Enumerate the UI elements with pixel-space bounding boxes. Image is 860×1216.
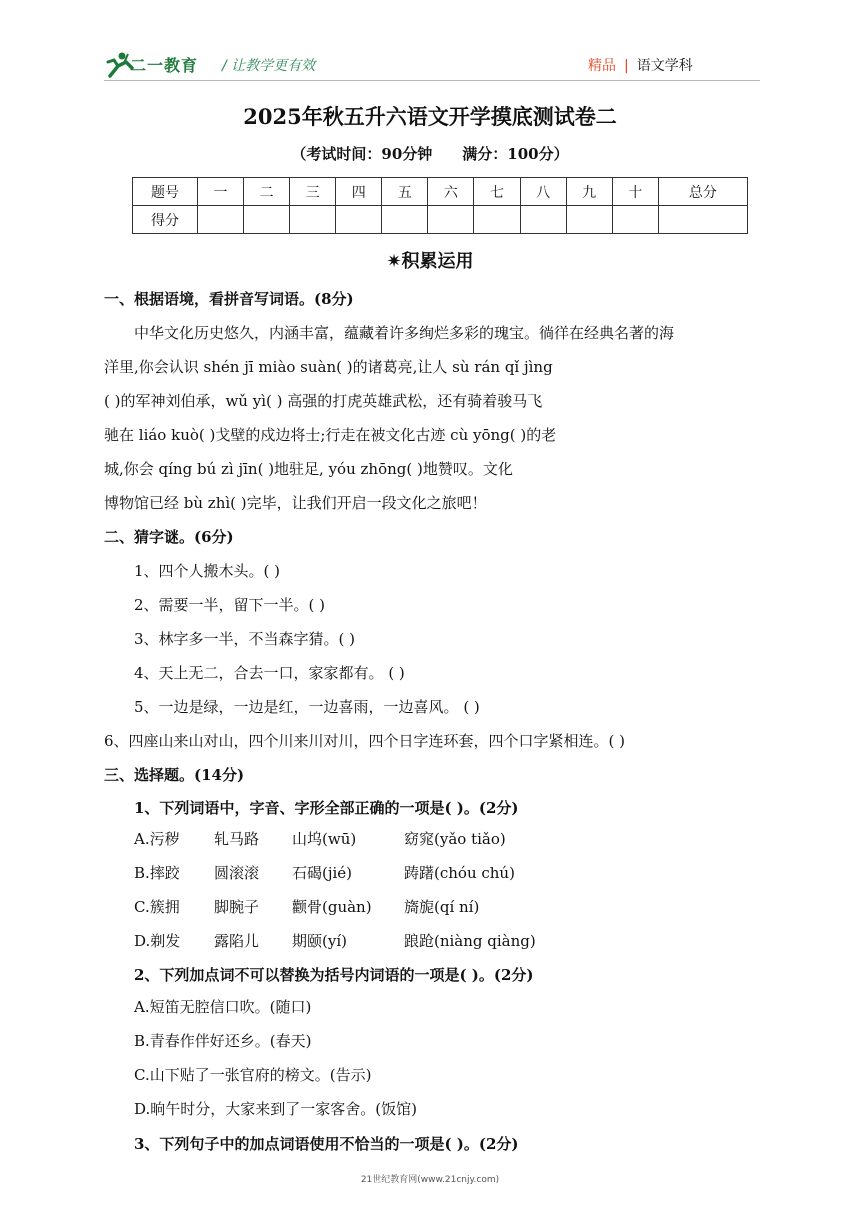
score-cell[interactable] [428, 206, 474, 234]
table-cell: 五 [382, 178, 428, 206]
option-word: 脚腕子 [214, 898, 260, 916]
option-word: 踌躇(chóu chú) [404, 864, 515, 882]
q1-line: 博物馆已经 bù zhì( )完毕，让我们开启一段文化之旅吧！ [104, 494, 487, 512]
header-separator: | [624, 58, 629, 74]
score-table-header-row [133, 178, 748, 206]
table-cell: 二 [244, 178, 290, 206]
section-heading: ✷积累运用 [386, 251, 474, 272]
table-cell: 得分 [133, 206, 198, 234]
q1-line: 中华文化历史悠久，内涵丰富，蕴藏着许多绚烂多彩的瑰宝。徜徉在经典名著的海 [134, 324, 675, 342]
q3-heading: 三、选择题。(14分) [104, 766, 245, 784]
page-title: 2025年秋五升六语文开学摸底测试卷二 [243, 104, 617, 129]
header-right [588, 55, 693, 75]
q1-line: 洋里,你会认识 shén jī miào suàn( )的诸葛亮,让人 sù rán qǐ jìng [104, 358, 553, 376]
brand-slogan: / 让教学更有效 [222, 58, 316, 74]
option-row [134, 930, 536, 951]
table-cell: 八 [520, 178, 566, 206]
option-word: B.摔跤 [134, 864, 180, 882]
score-table-score-row [133, 206, 748, 234]
option-word: 期颐(yí) [292, 932, 347, 950]
option-item: D.晌午时分，大家来到了一家客舍。(饭馆) [134, 1100, 417, 1118]
option-word: D.剃发 [134, 932, 181, 950]
option-row [134, 862, 515, 883]
q3-sub2-stem: 2、下列加点词不可以替换为括号内词语的一项是( )。(2分) [134, 966, 534, 984]
option-word: A.污秽 [134, 830, 180, 848]
score-cell[interactable] [244, 206, 290, 234]
subject-label: 语文学科 [636, 58, 693, 74]
option-row [134, 828, 506, 849]
table-cell: 总分 [658, 178, 747, 206]
score-cell[interactable] [336, 206, 382, 234]
table-cell: 十 [612, 178, 658, 206]
option-word: 颧骨(guàn) [292, 898, 372, 916]
q1-heading: 一、根据语境，看拼音写词语。(8分) [104, 290, 354, 308]
score-cell[interactable] [474, 206, 520, 234]
score-cell[interactable] [382, 206, 428, 234]
score-cell[interactable] [658, 206, 747, 234]
page-footer: 21世纪教育网(www.21cnjy.com) [360, 1175, 500, 1185]
score-cell[interactable] [612, 206, 658, 234]
score-table [132, 177, 748, 234]
table-cell: 四 [336, 178, 382, 206]
option-word: 石碣(jié) [292, 864, 353, 882]
q1-line: 城,你会 qíng bú zì jīn( )地驻足, yóu zhōng( )地赞叹。文化 [104, 460, 513, 478]
riddle-item: 3、林字多一半，不当森字猜。( ) [134, 630, 356, 648]
brand-name: 二一教育 [130, 56, 199, 75]
option-word: 轧马路 [214, 830, 260, 848]
exam-info [0, 143, 860, 164]
q3-sub1-stem: 1、下列词语中，字音、字形全部正确的一项是( )。(2分) [134, 799, 519, 817]
score-cell[interactable] [290, 206, 336, 234]
q3-sub3-stem: 3、下列句子中的加点词语使用不恰当的一项是( )。(2分) [134, 1135, 519, 1153]
option-word: 露陷儿 [214, 932, 260, 950]
quality-label: 精品 [588, 58, 616, 74]
table-cell: 九 [566, 178, 612, 206]
table-cell: 七 [474, 178, 520, 206]
option-word: C.簇拥 [134, 898, 180, 916]
q1-line: ( )的军神刘伯承，wǔ yì( ) 高强的打虎英雄武松，还有骑着骏马飞 [104, 392, 543, 410]
exam-time: （考试时间：90分钟 [291, 145, 433, 163]
header-divider [104, 80, 760, 81]
riddle-item: 5、一边是绿，一边是红，一边喜雨，一边喜风。 ( ) [134, 698, 480, 716]
table-cell: 一 [198, 178, 244, 206]
option-word: 圆滚滚 [214, 864, 260, 882]
option-word: 踉跄(niàng qiàng) [404, 932, 536, 950]
option-item: A.短笛无腔信口吹。(随口) [134, 998, 312, 1016]
option-word: 窈窕(yǎo tiǎo) [404, 830, 506, 848]
table-cell: 六 [428, 178, 474, 206]
option-item: B.青春作伴好还乡。(春天) [134, 1032, 312, 1050]
riddle-item: 2、需要一半，留下一半。( ) [134, 596, 326, 614]
score-cell[interactable] [566, 206, 612, 234]
option-word: 旖旎(qí ní) [404, 898, 480, 916]
score-cell[interactable] [198, 206, 244, 234]
table-cell: 三 [290, 178, 336, 206]
exam-full-score: 满分：100分） [462, 145, 569, 163]
table-cell: 题号 [133, 178, 198, 206]
riddle-item: 6、四座山来山对山，四个川来川对川，四个日字连环套，四个口字紧相连。( ) [104, 732, 626, 750]
option-word: 山坞(wū) [292, 830, 357, 848]
option-row [134, 896, 479, 917]
score-cell[interactable] [520, 206, 566, 234]
option-item: C.山下贴了一张官府的榜文。(告示) [134, 1066, 372, 1084]
riddle-item: 4、天上无二，合去一口，家家都有。 ( ) [134, 664, 405, 682]
q1-line: 驰在 liáo kuò( )戈壁的戍边将士;行走在被文化古迹 cù yōng( )的老 [104, 426, 557, 444]
riddle-item: 1、四个人搬木头。( ) [134, 562, 281, 580]
q2-heading: 二、猜字谜。(6分) [104, 528, 234, 546]
